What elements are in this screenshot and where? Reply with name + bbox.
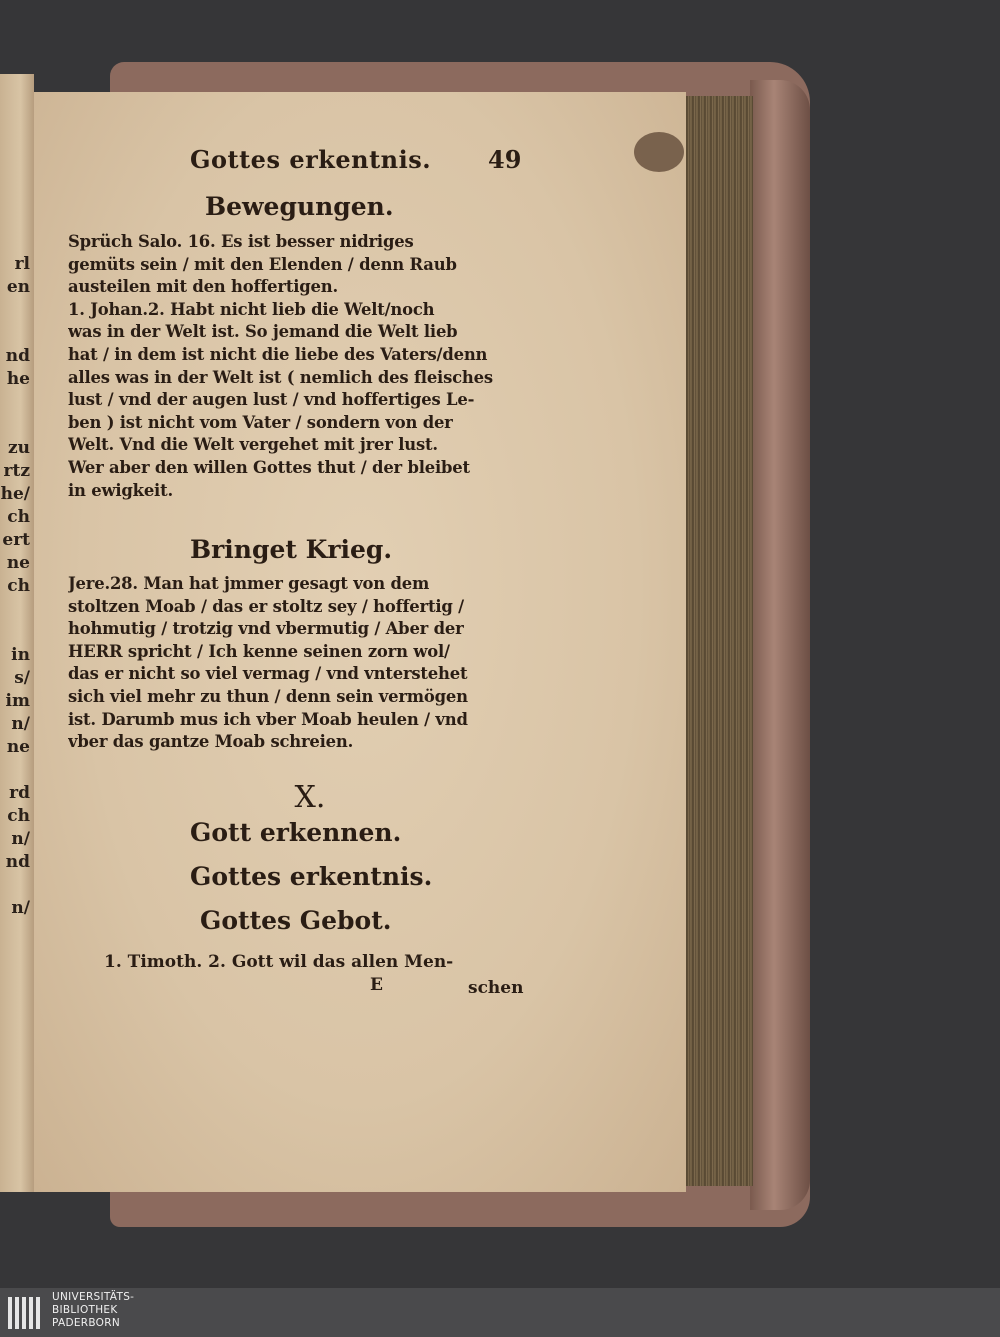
left-page-fragment: ne [6, 737, 30, 757]
left-page-fragment: n/ [11, 829, 30, 849]
text-line: alles was in der Welt ist ( nemlich des fleisches [68, 367, 493, 387]
page-stain [634, 132, 684, 172]
signature-mark: E [370, 975, 383, 995]
text-line: 1. Johan.2. Habt nicht lieb die Welt/noch [68, 299, 435, 319]
text-line: was in der Welt ist. So jemand die Welt lieb [68, 322, 458, 342]
text-line: stoltzen Moab / das er stoltz sey / hoffertig / [68, 596, 464, 616]
left-page-fragment: ch [7, 576, 30, 596]
chapter-number: X. [294, 780, 326, 815]
chapter-heading-3: Gottes Gebot. [200, 906, 392, 935]
left-page-fragment: rtz [3, 461, 30, 481]
text-line: in ewigkeit. [68, 480, 173, 500]
left-page-fragment: ch [7, 806, 30, 826]
left-page-fragment: ne [6, 553, 30, 573]
left-page-fragment [0, 415, 30, 438]
left-page-fragment: rl [14, 254, 30, 274]
left-page-fragment: he/ [0, 484, 30, 504]
left-page-fragment: nd [5, 346, 30, 366]
library-line-1: UNIVERSITÄTS- [52, 1291, 135, 1303]
text-line: lust / vnd der augen lust / vnd hoffertiges Le- [68, 390, 475, 410]
section-heading-bringet-krieg: Bringet Krieg. [190, 535, 393, 564]
left-page-fragment: ert [2, 530, 30, 550]
left-facing-page [0, 74, 34, 1192]
library-line-3: PADERBORN [52, 1317, 120, 1329]
text-line: austeilen mit den hoffertigen. [68, 277, 338, 297]
left-page-fragment: n/ [11, 714, 30, 734]
left-page-fragment: ch [7, 507, 30, 527]
left-page-fragment [0, 323, 30, 346]
left-page-fragment [0, 760, 30, 783]
text-line: Wer aber den willen Gottes thut / der bleibet [68, 457, 470, 477]
text-line: hat / in dem ist nicht die liebe des Vaters/denn [68, 344, 488, 364]
text-line: vber das gantze Moab schreien. [68, 732, 354, 752]
left-page-text-fragments [0, 254, 30, 921]
left-page-fragment: n/ [11, 898, 30, 918]
paragraph-bringet-krieg [68, 574, 526, 755]
library-logo-icon [6, 1293, 46, 1333]
text-line: hohmutig / trotzig vnd vbermutig / Aber der [68, 619, 464, 639]
section-heading-bewegungen: Bewegungen. [205, 192, 394, 221]
chapter-heading-1: Gott erkennen. [190, 818, 402, 847]
text-line: ben ) ist nicht vom Vater / sondern von der [68, 412, 453, 432]
page-header [190, 145, 530, 185]
text-line: Jere.28. Man hat jmmer gesagt von dem [68, 574, 430, 593]
catchword: schen [468, 978, 524, 998]
left-page-fragment: en [6, 277, 30, 297]
left-page-fragment: rd [9, 783, 30, 803]
left-page-fragment: nd [5, 852, 30, 872]
text-line: sich viel mehr zu thun / denn sein vermögen [68, 686, 468, 706]
left-page-fragment [0, 300, 30, 323]
running-title: Gottes erkentnis. [190, 145, 432, 174]
page-number: 49 [488, 145, 522, 174]
left-page-fragment: he [6, 369, 30, 389]
library-name [52, 1291, 134, 1330]
left-page-fragment: zu [7, 438, 30, 458]
text-line: Sprüch Salo. 16. Es ist besser nidriges [68, 232, 414, 251]
chapter-heading-2: Gottes erkentnis. [190, 862, 433, 891]
paragraph-bewegungen [68, 232, 526, 503]
left-page-fragment [0, 875, 30, 898]
library-line-2: BIBLIOTHEK [52, 1304, 118, 1316]
left-page-fragment [0, 622, 30, 645]
text-line: gemüts sein / mit den Elenden / denn Raub [68, 254, 457, 274]
last-line: 1. Timoth. 2. Gott wil das allen Men- [104, 952, 454, 972]
left-page-fragment: im [5, 691, 30, 711]
footer-bar [0, 1288, 1000, 1337]
page-block-edges [683, 96, 753, 1186]
book-spine [750, 80, 810, 1210]
left-page-fragment [0, 599, 30, 622]
left-page-fragment [0, 392, 30, 415]
text-line: das er nicht so viel vermag / vnd vnterstehet [68, 664, 468, 684]
text-line: HERR spricht / Ich kenne seinen zorn wol/ [68, 641, 450, 661]
text-line: ist. Darumb mus ich vber Moab heulen / vnd [68, 709, 468, 729]
text-line: Welt. Vnd die Welt vergehet mit jrer lust. [68, 435, 438, 455]
left-page-fragment: in [11, 645, 30, 665]
left-page-fragment: s/ [14, 668, 30, 688]
